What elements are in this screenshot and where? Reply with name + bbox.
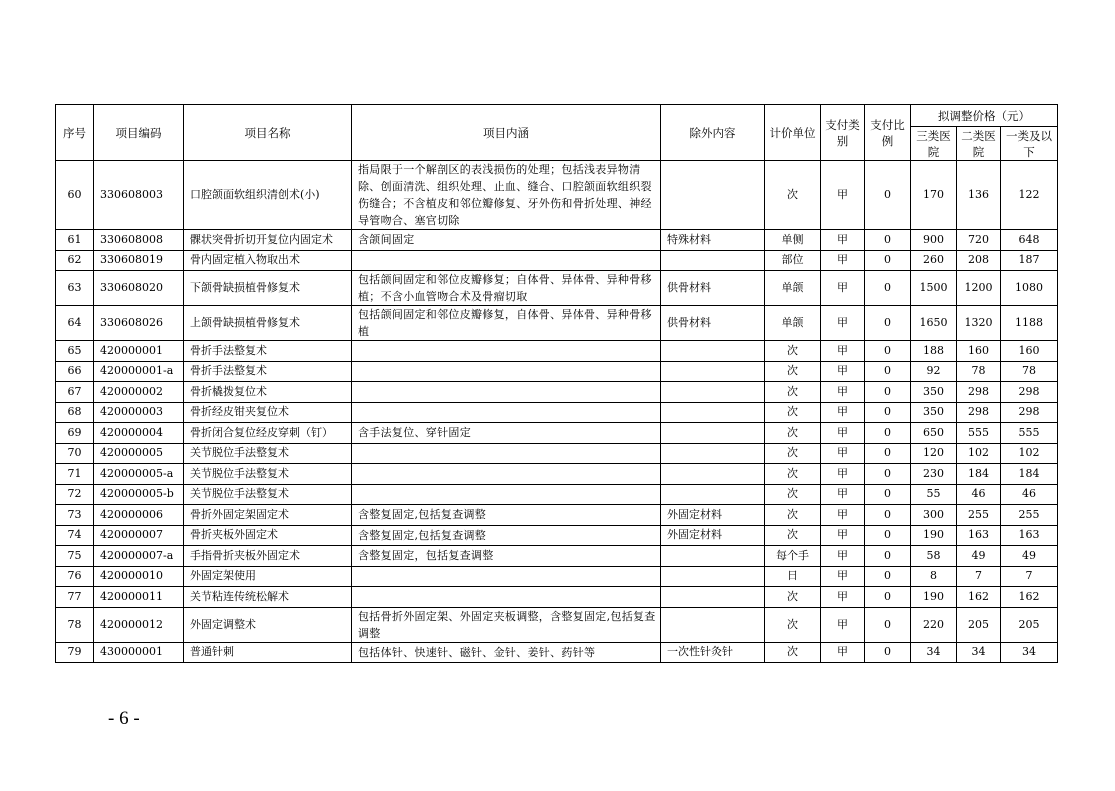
cell-exclude (661, 402, 765, 423)
cell-code: 420000003 (94, 402, 184, 423)
table-row (56, 546, 1058, 567)
cell-unit: 日 (765, 566, 821, 587)
cell-content: 含颌间固定 (352, 230, 661, 251)
table-row (56, 642, 1058, 663)
cell-exclude (661, 464, 765, 485)
header-name: 项目名称 (184, 105, 352, 161)
cell-exclude (661, 250, 765, 271)
cell-exclude (661, 546, 765, 567)
table-row (56, 161, 1058, 230)
cell-price-class1: 162 (1001, 587, 1058, 608)
cell-seq: 67 (56, 382, 94, 403)
cell-pay-ratio: 0 (865, 402, 911, 423)
cell-name: 骨折经皮钳夹复位术 (184, 402, 352, 423)
cell-code: 420000012 (94, 607, 184, 642)
cell-exclude (661, 607, 765, 642)
cell-unit: 次 (765, 484, 821, 505)
cell-code: 420000002 (94, 382, 184, 403)
cell-pay-type: 甲 (821, 505, 865, 526)
cell-pay-ratio: 0 (865, 525, 911, 546)
cell-pay-type: 甲 (821, 525, 865, 546)
cell-unit: 部位 (765, 250, 821, 271)
cell-price-class2: 78 (957, 361, 1001, 382)
cell-price-class3: 58 (911, 546, 957, 567)
cell-code: 420000011 (94, 587, 184, 608)
cell-exclude: 外固定材料 (661, 525, 765, 546)
table-row (56, 341, 1058, 362)
cell-pay-type: 甲 (821, 443, 865, 464)
cell-name: 关节粘连传统松解术 (184, 587, 352, 608)
cell-seq: 70 (56, 443, 94, 464)
cell-price-class1: 205 (1001, 607, 1058, 642)
header-code: 项目编码 (94, 105, 184, 161)
table-row (56, 443, 1058, 464)
cell-pay-ratio: 0 (865, 250, 911, 271)
table-row (56, 525, 1058, 546)
price-table (55, 104, 1058, 663)
cell-pay-ratio: 0 (865, 587, 911, 608)
cell-content (352, 464, 661, 485)
cell-seq: 74 (56, 525, 94, 546)
cell-name: 关节脱位手法整复术 (184, 484, 352, 505)
cell-price-class3: 260 (911, 250, 957, 271)
cell-name: 髁状突骨折切开复位内固定术 (184, 230, 352, 251)
header-content: 项目内涵 (352, 105, 661, 161)
cell-name: 关节脱位手法整复术 (184, 464, 352, 485)
cell-price-class2: 160 (957, 341, 1001, 362)
table-row (56, 306, 1058, 341)
cell-exclude (661, 423, 765, 444)
cell-exclude (661, 587, 765, 608)
cell-price-class3: 300 (911, 505, 957, 526)
cell-price-class3: 55 (911, 484, 957, 505)
table-row (56, 271, 1058, 306)
cell-price-class2: 255 (957, 505, 1001, 526)
cell-pay-type: 甲 (821, 361, 865, 382)
table-row (56, 505, 1058, 526)
cell-price-class1: 298 (1001, 382, 1058, 403)
cell-price-class3: 34 (911, 642, 957, 663)
cell-name: 骨折夹板外固定术 (184, 525, 352, 546)
cell-name: 普通针刺 (184, 642, 352, 663)
cell-pay-ratio: 0 (865, 271, 911, 306)
cell-code: 330608026 (94, 306, 184, 341)
cell-unit: 次 (765, 642, 821, 663)
cell-code: 420000001 (94, 341, 184, 362)
cell-name: 骨折手法整复术 (184, 341, 352, 362)
cell-price-class2: 720 (957, 230, 1001, 251)
cell-price-class2: 1200 (957, 271, 1001, 306)
table-row (56, 250, 1058, 271)
cell-content: 指局限于一个解剖区的表浅损伤的处理；包括浅表异物清除、创面清洗、组织处理、止血、缝合、口腔颌面软组织裂伤缝合；不含植皮和邻位瓣修复、牙外伤和骨折处理、神经导管吻合、塞官切除 (352, 161, 661, 230)
cell-code: 330608020 (94, 271, 184, 306)
cell-code: 330608008 (94, 230, 184, 251)
cell-pay-type: 甲 (821, 546, 865, 567)
cell-price-class1: 102 (1001, 443, 1058, 464)
cell-seq: 72 (56, 484, 94, 505)
cell-price-class3: 900 (911, 230, 957, 251)
cell-price-class2: 208 (957, 250, 1001, 271)
cell-price-class3: 190 (911, 525, 957, 546)
cell-price-class1: 187 (1001, 250, 1058, 271)
cell-price-class1: 78 (1001, 361, 1058, 382)
cell-price-class1: 163 (1001, 525, 1058, 546)
cell-content (352, 382, 661, 403)
cell-price-class3: 230 (911, 464, 957, 485)
cell-price-class2: 1320 (957, 306, 1001, 341)
cell-content: 包括颌间固定和邻位皮瓣修复，自体骨、异体骨、异种骨移植 (352, 306, 661, 341)
cell-code: 420000005 (94, 443, 184, 464)
header-class2: 二类医院 (957, 127, 1001, 161)
cell-price-class2: 7 (957, 566, 1001, 587)
cell-price-class2: 298 (957, 402, 1001, 423)
cell-pay-type: 甲 (821, 341, 865, 362)
cell-pay-ratio: 0 (865, 505, 911, 526)
cell-price-class1: 184 (1001, 464, 1058, 485)
header-pay-ratio: 支付比例 (865, 105, 911, 161)
cell-name: 口腔颌面软组织清创术(小) (184, 161, 352, 230)
cell-price-class2: 46 (957, 484, 1001, 505)
cell-pay-ratio: 0 (865, 382, 911, 403)
cell-content: 含整复固定,包括复查调整 (352, 525, 661, 546)
table-row (56, 402, 1058, 423)
cell-price-class2: 34 (957, 642, 1001, 663)
cell-content (352, 566, 661, 587)
table-row (56, 423, 1058, 444)
cell-exclude (661, 341, 765, 362)
table-row (56, 464, 1058, 485)
page-number: - 6 - (108, 708, 140, 729)
cell-code: 420000001-a (94, 361, 184, 382)
header-class3: 三类医院 (911, 127, 957, 161)
cell-exclude: 供骨材料 (661, 306, 765, 341)
cell-seq: 68 (56, 402, 94, 423)
cell-content: 包括颌间固定和邻位皮瓣修复；自体骨、异体骨、异种骨移植；不含小血管吻合术及骨瘤切取 (352, 271, 661, 306)
cell-unit: 次 (765, 382, 821, 403)
cell-seq: 79 (56, 642, 94, 663)
cell-pay-type: 甲 (821, 402, 865, 423)
cell-price-class1: 648 (1001, 230, 1058, 251)
cell-price-class1: 255 (1001, 505, 1058, 526)
cell-price-class1: 1188 (1001, 306, 1058, 341)
cell-pay-type: 甲 (821, 642, 865, 663)
cell-code: 420000007 (94, 525, 184, 546)
cell-pay-ratio: 0 (865, 306, 911, 341)
cell-pay-type: 甲 (821, 161, 865, 230)
cell-seq: 77 (56, 587, 94, 608)
cell-price-class3: 1500 (911, 271, 957, 306)
cell-pay-type: 甲 (821, 464, 865, 485)
cell-content (352, 484, 661, 505)
cell-pay-type: 甲 (821, 230, 865, 251)
cell-pay-ratio: 0 (865, 361, 911, 382)
cell-pay-ratio: 0 (865, 546, 911, 567)
cell-pay-ratio: 0 (865, 566, 911, 587)
cell-name: 外固定架使用 (184, 566, 352, 587)
cell-name: 骨折橇拨复位术 (184, 382, 352, 403)
cell-seq: 69 (56, 423, 94, 444)
cell-price-class3: 92 (911, 361, 957, 382)
cell-pay-type: 甲 (821, 306, 865, 341)
cell-pay-ratio: 0 (865, 464, 911, 485)
cell-price-class3: 8 (911, 566, 957, 587)
cell-code: 430000001 (94, 642, 184, 663)
cell-unit: 次 (765, 423, 821, 444)
cell-name: 手指骨折夹板外固定术 (184, 546, 352, 567)
cell-name: 骨折闭合复位经皮穿刺（钉） (184, 423, 352, 444)
cell-exclude: 外固定材料 (661, 505, 765, 526)
cell-code: 330608019 (94, 250, 184, 271)
cell-exclude: 供骨材料 (661, 271, 765, 306)
cell-exclude (661, 484, 765, 505)
cell-name: 上颌骨缺损植骨修复术 (184, 306, 352, 341)
cell-pay-ratio: 0 (865, 161, 911, 230)
cell-price-class3: 188 (911, 341, 957, 362)
cell-code: 420000004 (94, 423, 184, 444)
cell-price-class3: 190 (911, 587, 957, 608)
cell-name: 骨折外固定架固定术 (184, 505, 352, 526)
cell-unit: 次 (765, 587, 821, 608)
cell-code: 420000005-b (94, 484, 184, 505)
cell-unit: 单侧 (765, 230, 821, 251)
header-exclude: 除外内容 (661, 105, 765, 161)
header-seq: 序号 (56, 105, 94, 161)
cell-price-class3: 1650 (911, 306, 957, 341)
cell-name: 外固定调整术 (184, 607, 352, 642)
cell-content: 包括体针、快速针、磁针、金针、姜针、药针等 (352, 642, 661, 663)
cell-name: 关节脱位手法整复术 (184, 443, 352, 464)
cell-content: 含手法复位、穿针固定 (352, 423, 661, 444)
cell-name: 骨内固定植入物取出术 (184, 250, 352, 271)
cell-name: 下颌骨缺损植骨修复术 (184, 271, 352, 306)
cell-seq: 75 (56, 546, 94, 567)
cell-pay-type: 甲 (821, 250, 865, 271)
cell-name: 骨折手法整复术 (184, 361, 352, 382)
table-row (56, 361, 1058, 382)
cell-pay-type: 甲 (821, 587, 865, 608)
table-row (56, 566, 1058, 587)
cell-content (352, 361, 661, 382)
cell-price-class1: 555 (1001, 423, 1058, 444)
cell-pay-type: 甲 (821, 271, 865, 306)
cell-price-class2: 163 (957, 525, 1001, 546)
cell-price-class3: 170 (911, 161, 957, 230)
cell-content: 含整复固定,包括复查调整 (352, 505, 661, 526)
cell-price-class3: 350 (911, 402, 957, 423)
cell-content (352, 587, 661, 608)
cell-exclude (661, 382, 765, 403)
cell-price-class1: 46 (1001, 484, 1058, 505)
cell-code: 330608003 (94, 161, 184, 230)
cell-pay-type: 甲 (821, 484, 865, 505)
cell-unit: 单颌 (765, 306, 821, 341)
cell-pay-ratio: 0 (865, 423, 911, 444)
cell-seq: 65 (56, 341, 94, 362)
cell-seq: 64 (56, 306, 94, 341)
table-row (56, 607, 1058, 642)
cell-content: 包括骨折外固定架、外固定夹板调整，含整复固定,包括复查调整 (352, 607, 661, 642)
cell-seq: 66 (56, 361, 94, 382)
cell-seq: 71 (56, 464, 94, 485)
table-row (56, 382, 1058, 403)
cell-price-class2: 555 (957, 423, 1001, 444)
table-header (56, 105, 1058, 161)
cell-price-class3: 120 (911, 443, 957, 464)
cell-seq: 60 (56, 161, 94, 230)
cell-price-class1: 298 (1001, 402, 1058, 423)
cell-code: 420000005-a (94, 464, 184, 485)
cell-pay-ratio: 0 (865, 642, 911, 663)
cell-unit: 次 (765, 607, 821, 642)
header-pay-type: 支付类别 (821, 105, 865, 161)
cell-pay-type: 甲 (821, 382, 865, 403)
cell-price-class3: 650 (911, 423, 957, 444)
cell-unit: 单颌 (765, 271, 821, 306)
table-row (56, 587, 1058, 608)
cell-seq: 62 (56, 250, 94, 271)
cell-price-class2: 205 (957, 607, 1001, 642)
cell-pay-ratio: 0 (865, 230, 911, 251)
cell-unit: 每个手 (765, 546, 821, 567)
cell-seq: 78 (56, 607, 94, 642)
cell-seq: 76 (56, 566, 94, 587)
cell-price-class1: 49 (1001, 546, 1058, 567)
cell-unit: 次 (765, 161, 821, 230)
cell-unit: 次 (765, 464, 821, 485)
cell-exclude (661, 566, 765, 587)
cell-content (352, 250, 661, 271)
cell-seq: 73 (56, 505, 94, 526)
cell-price-class2: 102 (957, 443, 1001, 464)
table-body (56, 161, 1058, 663)
cell-exclude: 一次性针灸针 (661, 642, 765, 663)
cell-pay-type: 甲 (821, 566, 865, 587)
header-price-group: 拟调整价格（元） (911, 105, 1058, 127)
table-row (56, 230, 1058, 251)
cell-exclude (661, 161, 765, 230)
table-row (56, 484, 1058, 505)
cell-pay-ratio: 0 (865, 607, 911, 642)
cell-price-class1: 122 (1001, 161, 1058, 230)
cell-exclude: 特殊材料 (661, 230, 765, 251)
cell-content (352, 402, 661, 423)
cell-unit: 次 (765, 402, 821, 423)
cell-code: 420000006 (94, 505, 184, 526)
cell-pay-ratio: 0 (865, 443, 911, 464)
cell-price-class3: 350 (911, 382, 957, 403)
cell-price-class2: 184 (957, 464, 1001, 485)
cell-price-class3: 220 (911, 607, 957, 642)
cell-pay-type: 甲 (821, 423, 865, 444)
cell-seq: 61 (56, 230, 94, 251)
cell-price-class2: 136 (957, 161, 1001, 230)
cell-exclude (661, 443, 765, 464)
cell-pay-type: 甲 (821, 607, 865, 642)
cell-code: 420000007-a (94, 546, 184, 567)
cell-price-class2: 49 (957, 546, 1001, 567)
cell-unit: 次 (765, 505, 821, 526)
cell-pay-ratio: 0 (865, 484, 911, 505)
cell-content (352, 443, 661, 464)
cell-seq: 63 (56, 271, 94, 306)
cell-price-class1: 34 (1001, 642, 1058, 663)
cell-unit: 次 (765, 341, 821, 362)
cell-pay-ratio: 0 (865, 341, 911, 362)
cell-unit: 次 (765, 525, 821, 546)
cell-unit: 次 (765, 361, 821, 382)
cell-price-class2: 298 (957, 382, 1001, 403)
cell-code: 420000010 (94, 566, 184, 587)
header-unit: 计价单位 (765, 105, 821, 161)
cell-price-class1: 160 (1001, 341, 1058, 362)
cell-unit: 次 (765, 443, 821, 464)
cell-price-class2: 162 (957, 587, 1001, 608)
cell-exclude (661, 361, 765, 382)
cell-content (352, 341, 661, 362)
cell-price-class1: 7 (1001, 566, 1058, 587)
cell-content: 含整复固定，包括复查调整 (352, 546, 661, 567)
header-class1: 一类及以下 (1001, 127, 1058, 161)
cell-price-class1: 1080 (1001, 271, 1058, 306)
